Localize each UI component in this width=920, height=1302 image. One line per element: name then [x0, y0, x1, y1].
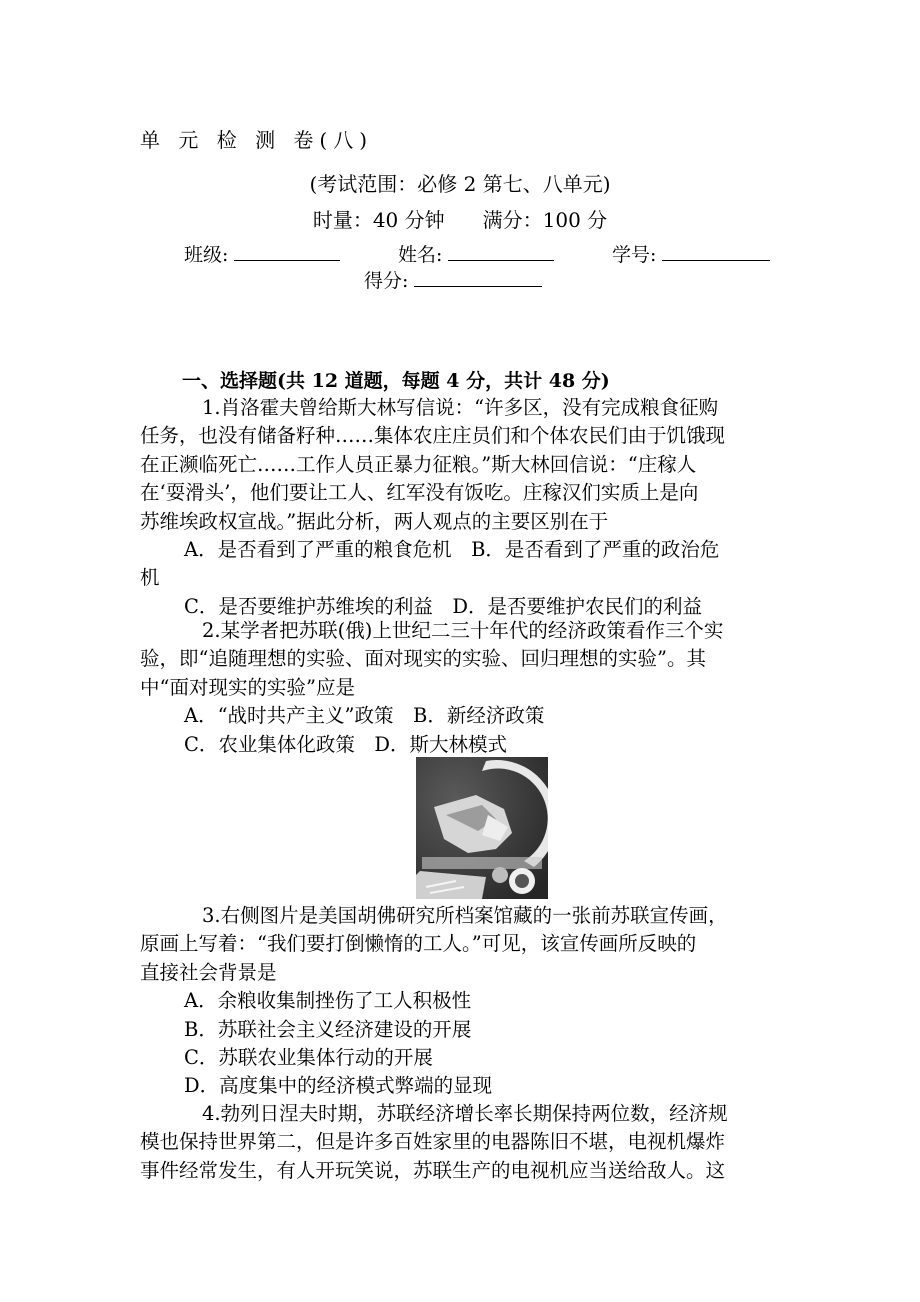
question-line: 2.某学者把苏联(俄)上世纪二三十年代的经济政策看作三个实 — [202, 619, 724, 642]
class-label: 班级: — [184, 244, 229, 266]
option-line: A．是否看到了严重的粮食危机 B．是否看到了严重的政治危 — [184, 538, 720, 562]
section-heading: 一、选择题(共 12 道题，每题 4 分，共计 48 分) — [182, 370, 610, 392]
question-2 — [140, 617, 788, 759]
exam-time-score — [0, 204, 920, 233]
class-field — [184, 240, 340, 267]
question-line: 模也保持世界第二，但是许多百姓家里的电器陈旧不堪，电视机爆炸 — [140, 1130, 726, 1154]
question-line: 1.肖洛霍夫曾给斯大林写信说：“许多区，没有完成粮食征购 — [202, 396, 719, 419]
question-line: 直接社会背景是 — [140, 960, 277, 984]
question-line: 中“面对现实的实验”应是 — [140, 675, 355, 699]
question-line: 事件经常发生，有人开玩笑说，苏联生产的电视机应当送给敌人。这 — [140, 1158, 726, 1182]
option-line: C．农业集体化政策 D．斯大林模式 — [184, 732, 508, 756]
option-line: A．“战时共产主义”政策 B．新经济政策 — [184, 704, 545, 728]
exam-full-score: 满分：100 分 — [482, 208, 608, 232]
score-blank — [414, 268, 542, 287]
question-line: 苏维埃政权宣战。”据此分析，两人观点的主要区别在于 — [140, 509, 609, 533]
question-line: 4.勃列日涅夫时期，苏联经济增长率长期保持两位数，经济规 — [202, 1102, 728, 1125]
option-line-cont: 机 — [140, 566, 160, 590]
question-line: 3.右侧图片是美国胡佛研究所档案馆藏的一张前苏联宣传画， — [202, 904, 728, 927]
question-3 — [140, 902, 788, 1101]
class-blank — [234, 242, 340, 261]
score-field — [364, 266, 542, 293]
propaganda-poster-image — [416, 757, 548, 899]
student-id-blank — [662, 242, 770, 261]
question-line: 在正濒临死亡……工作人员正暴力征粮。”斯大林回信说：“庄稼人 — [140, 452, 697, 476]
name-label: 姓名: — [398, 244, 443, 266]
exam-range: (考试范围：必修 2 第七、八单元) — [309, 172, 611, 196]
question-1 — [140, 394, 788, 621]
question-line: 验，即“追随理想的实验、面对现实的实验、回归理想的实验”。其 — [140, 647, 706, 671]
student-id-label: 学号: — [612, 244, 657, 266]
question-line: 在‘耍滑头’，他们要让工人、红军没有饭吃。庄稼汉们实质上是向 — [140, 481, 699, 505]
exam-title: 单 元 检 测 卷(八) — [140, 128, 374, 152]
option-line: D．高度集中的经济模式弊端的显现 — [184, 1074, 493, 1098]
name-blank — [448, 242, 554, 261]
score-label: 得分: — [364, 270, 409, 292]
question-line: 任务，也没有储备籽种……集体农庄庄员们和个体农民们由于饥饿现 — [140, 424, 726, 448]
student-id-field — [612, 240, 770, 267]
question-line: 原画上写着：“我们要打倒懒惰的工人。”可见，该宣传画所反映的 — [140, 932, 697, 956]
option-line: C．是否要维护苏维埃的利益 D．是否要维护农民们的利益 — [184, 594, 703, 618]
name-field — [398, 240, 554, 267]
option-line: C．苏联农业集体行动的开展 — [184, 1046, 433, 1070]
question-4 — [140, 1100, 788, 1185]
option-line: A．余粮收集制挫伤了工人积极性 — [184, 989, 472, 1013]
exam-time: 时量：40 分钟 — [312, 208, 445, 232]
option-line: B．苏联社会主义经济建设的开展 — [184, 1017, 472, 1041]
